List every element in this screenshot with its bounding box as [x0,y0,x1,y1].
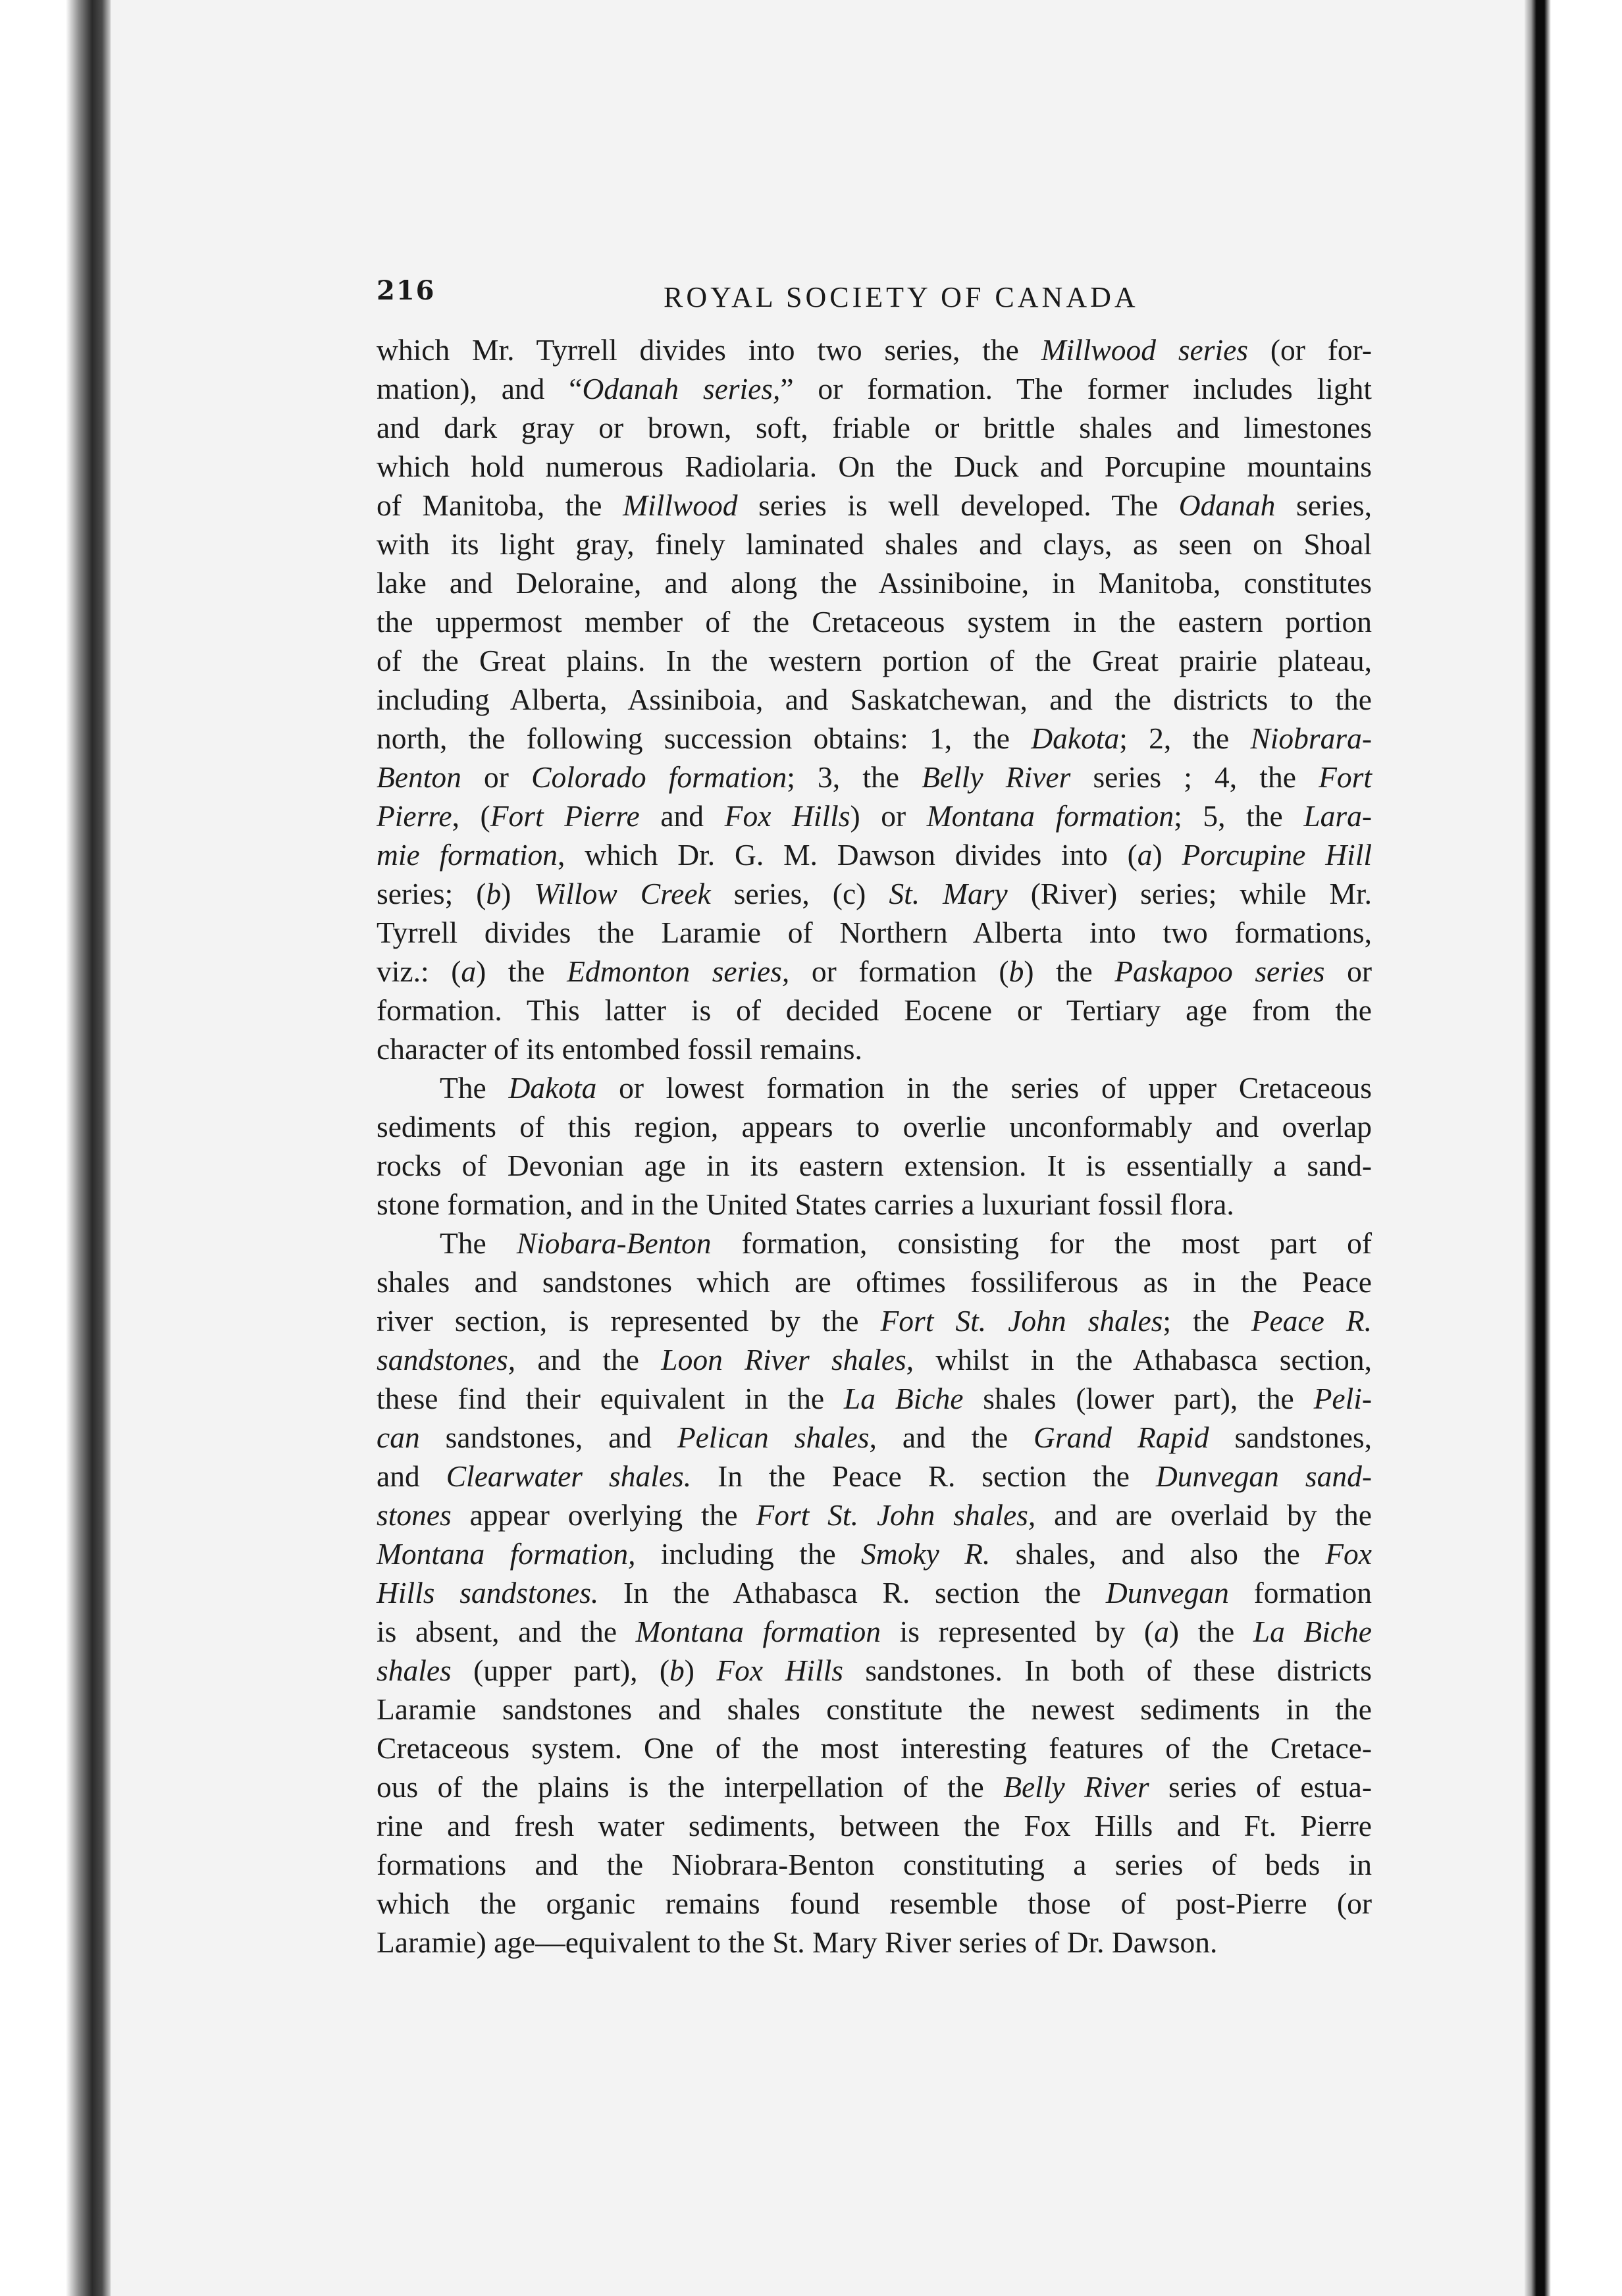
text-run: which Mr. Tyrrell divides into two series, the [377,333,1041,367]
italic-run: Benton [377,760,461,794]
text-line [377,1573,1372,1612]
italic-run: Montana formation, [377,1537,636,1571]
text-line [377,796,1372,835]
text-line [377,1884,1372,1923]
italic-run: Millwood series [1041,333,1248,367]
text-run: ) [501,877,535,910]
italic-run: b [669,1654,685,1687]
text-run: shales, and also the [990,1537,1326,1571]
italic-run: Niobara-Benton [516,1226,712,1260]
text-line [377,1107,1372,1146]
text-run: series, [1275,488,1372,522]
italic-run: shales [377,1654,452,1687]
text-run: or [461,760,532,794]
text-line [377,641,1372,680]
italic-run: b [486,877,502,910]
italic-run: Dakota [508,1071,597,1105]
text-line [377,369,1372,408]
text-run: and [639,799,725,833]
text-run: formation [1228,1576,1372,1609]
text-run: sandstones, and [419,1421,677,1454]
text-run: ; 2, the [1119,721,1251,755]
text-run: (upper part), ( [451,1654,670,1687]
text-line [377,1224,1372,1263]
text-run: series is well developed. The [737,488,1179,522]
text-run: including the [635,1537,862,1571]
text-line [377,1185,1372,1224]
scan-right-edge [1525,0,1622,2296]
text-run: river section, is represented by the [377,1304,881,1338]
italic-run: Hills sandstones. [377,1576,599,1609]
text-run: rocks of Devonian age in its eastern extension. It is essentially a sand- [377,1149,1372,1182]
italic-run: mie formation [377,838,558,872]
page-number: 216 [377,275,436,306]
text-line [377,1146,1372,1185]
text-line [377,525,1372,563]
text-run: is absent, and the [377,1615,636,1648]
text-run: sediments of this region, appears to overlie unconformably and overlap [377,1110,1372,1143]
italic-run: Dunvegan sand- [1155,1459,1372,1493]
text-run: sandstones, [1209,1421,1373,1454]
text-run: appear overlying the [451,1498,756,1532]
italic-run: Grand Rapid [1033,1421,1209,1454]
text-run: with its light gray, finely laminated shales and clays, as seen on Shoal [377,527,1372,561]
text-run: shales (lower part), the [963,1382,1314,1415]
italic-run: Odanah [1178,488,1276,522]
italic-run: Dunvegan [1105,1576,1229,1609]
italic-run: Montana formation [635,1615,881,1648]
text-run: In the Peace R. section the [691,1459,1156,1493]
text-line [377,1845,1372,1884]
text-line [377,563,1372,602]
text-line [377,1729,1372,1767]
text-run: series of estua- [1149,1770,1373,1804]
text-line [377,991,1372,1030]
italic-run: Clearwater shales. [446,1459,692,1493]
text-run: Cretaceous system. One of the most interesting features of the Cretace- [377,1731,1372,1765]
italic-run: a [461,954,477,988]
italic-run: Fort [1319,760,1373,794]
text-run: of Manitoba, the [377,488,623,522]
italic-run: Niobrara- [1250,721,1372,755]
scan-left-edge [0,0,111,2296]
italic-run: Fort St. John shales [880,1304,1163,1338]
text-run: rine and fresh water sediments, between the Fox Hills and Ft. Pierre [377,1809,1372,1842]
italic-run: Fox Hills [724,799,850,833]
text-run: the uppermost member of the Cretaceous system in the eastern portion [377,605,1372,639]
text-run: (or for- [1248,333,1372,367]
italic-run: Belly River [922,760,1071,794]
text-run: and dark gray or brown, soft, friable or brittle shales and limestones [377,411,1372,444]
text-run: Tyrrell divides the Laramie of Northern Alberta into two formations, [377,916,1372,949]
text-run: In the Athabasca R. section the [598,1576,1106,1609]
text-run: mation), and “ [377,372,583,405]
italic-run: Dakota [1031,721,1120,755]
text-run: character of its entombed fossil remains. [377,1032,862,1066]
text-run: or lowest formation in the series of upper Cretaceous [596,1071,1372,1105]
italic-run: Colorado formation [531,760,787,794]
text-line [377,1612,1372,1651]
text-line [377,758,1372,796]
text-line [377,1806,1372,1845]
italic-run: Porcupine Hill [1182,838,1372,872]
text-line [377,1263,1372,1301]
italic-run: Edmonton series, [567,954,790,988]
text-run: and the [876,1421,1034,1454]
text-run: ; 5, the [1174,799,1304,833]
text-run: ) the [476,954,567,988]
text-run: which hold numerous Radiolaria. On the Duck and Porcupine mountains [377,450,1372,483]
text-run: ) the [1168,1615,1253,1648]
italic-run: Belly River [1003,1770,1149,1804]
text-line [377,1534,1372,1573]
text-line [377,1379,1372,1418]
text-line [377,1301,1372,1340]
body-text [377,330,1372,1962]
text-line [377,602,1372,641]
text-line [377,874,1372,913]
text-run: these find their equivalent in the [377,1382,844,1415]
text-run: ) the [1024,954,1115,988]
italic-run: Willow Creek [534,877,711,910]
text-run: ; the [1163,1304,1251,1338]
italic-run: a [1154,1615,1169,1648]
text-line [377,1923,1372,1962]
italic-run: stones [377,1498,452,1532]
text-line [377,1767,1372,1806]
italic-run: Fort St. John shales, [756,1498,1036,1532]
italic-run: Peli- [1313,1382,1373,1415]
text-line [377,447,1372,486]
text-line [377,680,1372,719]
text-run: or formation ( [789,954,1009,988]
text-run: formation. This latter is of decided Eocene or Tertiary age from the [377,993,1372,1027]
text-run: is represented by ( [881,1615,1155,1648]
running-header [377,263,1456,313]
italic-run: Fox [1325,1537,1372,1571]
text-run: formations and the Niobrara-Benton constituting a series of beds in [377,1848,1372,1881]
text-run: The [440,1071,509,1105]
text-run: series, (c) [710,877,889,910]
text-run: ) [1152,838,1182,872]
italic-run: b [1008,954,1024,988]
text-run: shales and sandstones which are oftimes fossiliferous as in the Peace [377,1265,1372,1299]
text-run: , which Dr. G. M. Dawson divides into ( [558,838,1138,872]
italic-run: Fox Hills [716,1654,843,1687]
text-line [377,719,1372,758]
italic-run: La Biche [843,1382,964,1415]
text-line [377,1651,1372,1690]
text-run: which the organic remains found resemble those of post-Pierre (or [377,1887,1372,1920]
text-run: ous of the plains is the interpellation of the [377,1770,1004,1804]
text-run: ; 3, the [787,760,922,794]
text-line [377,1457,1372,1496]
text-run: and the [515,1343,662,1376]
text-run: ) [684,1654,717,1687]
text-run: The [440,1226,517,1260]
text-run: whilst in the Athabasca section, [914,1343,1372,1376]
text-run: sandstones. In both of these districts [843,1654,1372,1687]
text-line [377,1030,1372,1068]
text-line [377,486,1372,525]
text-run: including Alberta, Assiniboia, and Saskatchewan, and the districts to the [377,683,1372,716]
text-line [377,835,1372,874]
text-line [377,1340,1372,1379]
text-line [377,1690,1372,1729]
text-run: (River) series; while Mr. [1007,877,1372,910]
italic-run: Lara- [1303,799,1372,833]
text-line [377,913,1372,952]
italic-run: can [377,1421,420,1454]
text-run: series; ( [377,877,486,910]
text-run: north, the following succession obtains: 1, the [377,721,1032,755]
text-run: and are overlaid by the [1035,1498,1372,1532]
text-line [377,408,1372,447]
italic-run: Smoky R. [861,1537,991,1571]
text-run: stone formation, and in the United States carries a luxuriant fossil flora. [377,1187,1234,1221]
text-run: viz.: ( [377,954,461,988]
text-line [377,1418,1372,1457]
italic-run: Montana formation [926,799,1174,833]
text-run: and [377,1459,446,1493]
text-run: of the Great plains. In the western portion of the Great prairie plateau, [377,644,1372,677]
italic-run: Fort Pierre [490,799,640,833]
italic-run: Peace R. [1251,1304,1373,1338]
text-run: formation, consisting for the most part of [711,1226,1372,1260]
text-run: ” or formation. The former includes light [780,372,1372,405]
text-line [377,330,1372,369]
italic-run: Millwood [623,488,738,522]
text-run: , ( [452,799,490,833]
text-line [377,1068,1372,1107]
italic-run: a [1137,838,1153,872]
italic-run: La Biche [1253,1615,1372,1648]
italic-run: Pierre [377,799,452,833]
text-run: or [1324,954,1372,988]
text-run: lake and Deloraine, and along the Assiniboine, in Manitoba, constitutes [377,566,1372,600]
text-line [377,1496,1372,1534]
italic-run: Odanah series, [582,372,781,405]
italic-run: Pelican shales, [677,1421,877,1454]
italic-run: St. Mary [889,877,1008,910]
text-run: Laramie) age—equivalent to the St. Mary River series of Dr. Dawson. [377,1925,1218,1959]
text-line [377,952,1372,991]
text-run: series ; 4, the [1070,760,1319,794]
text-run: Laramie sandstones and shales constitute the newest sediments in the [377,1692,1372,1726]
italic-run: sandstones, [377,1343,516,1376]
running-title: ROYAL SOCIETY OF CANADA [664,281,1139,313]
italic-run: Loon River shales, [661,1343,914,1376]
text-run: ) or [850,799,927,833]
italic-run: Paskapoo series [1114,954,1325,988]
